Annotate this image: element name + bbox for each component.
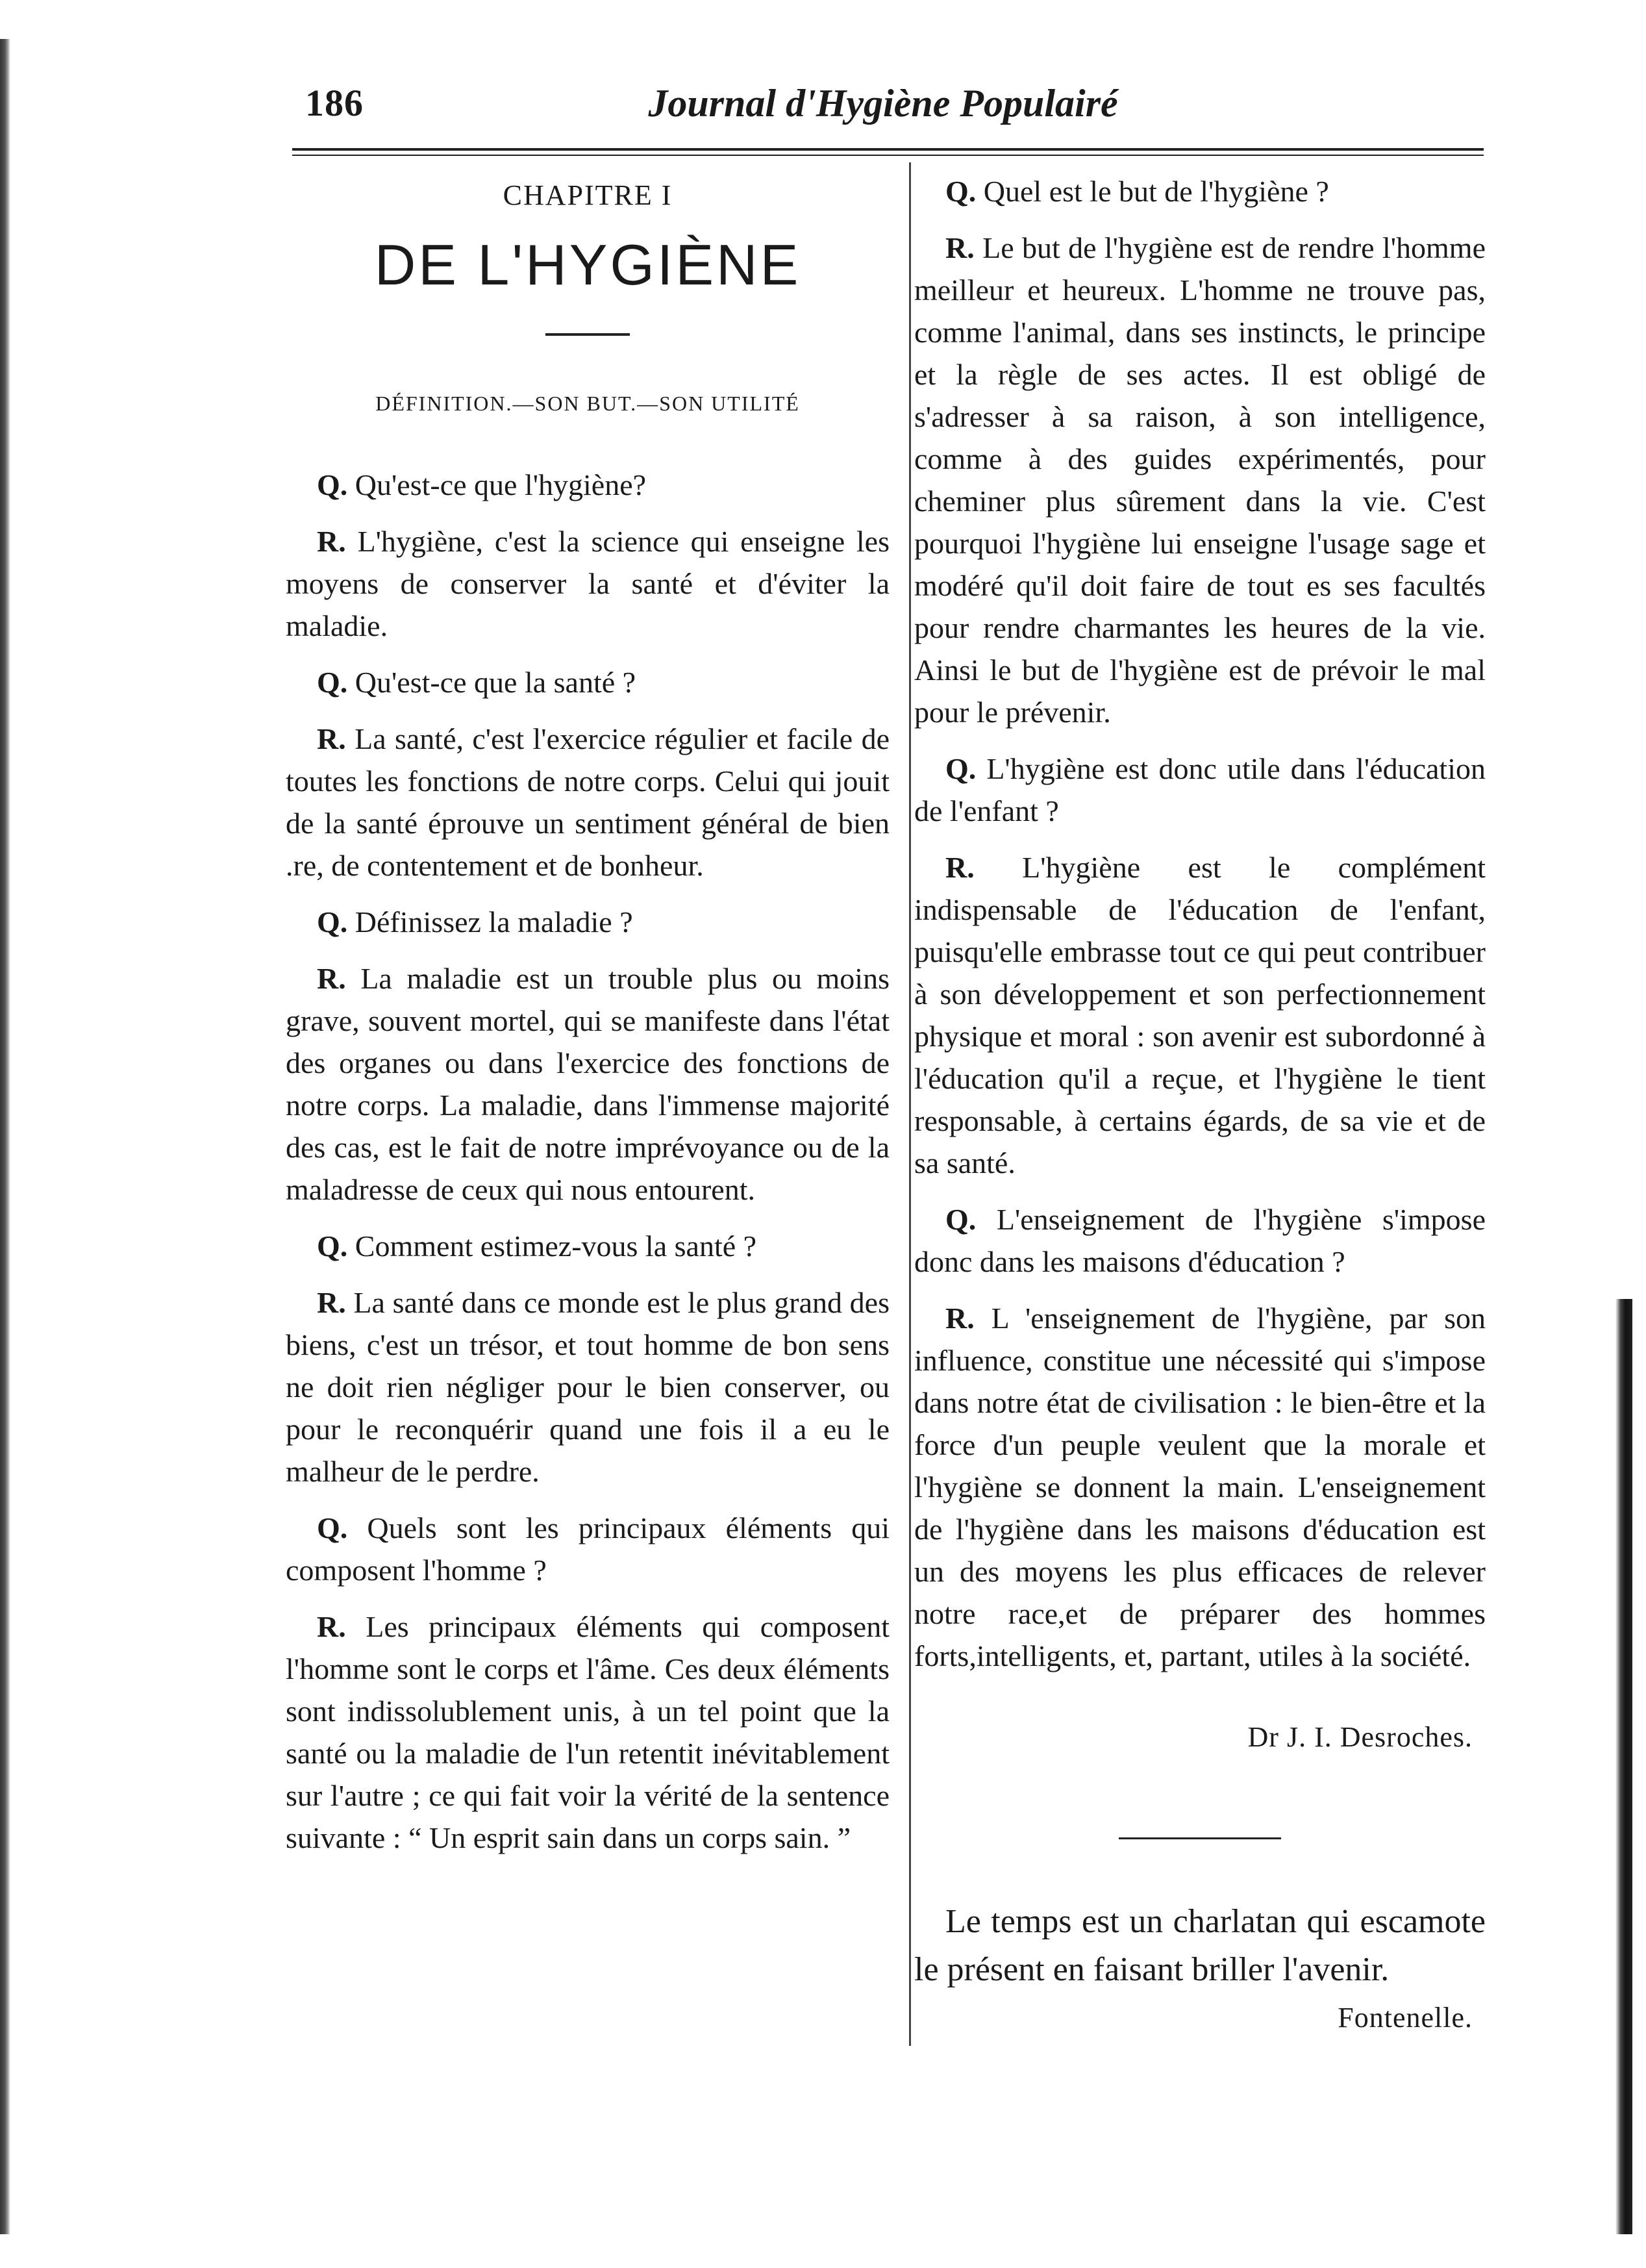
qa-paragraph: [286, 1606, 890, 1859]
header-rule: [292, 148, 1484, 156]
closing-quote: [914, 1898, 1486, 2034]
answer-marker: R.: [317, 525, 346, 558]
qa-paragraph: [286, 901, 890, 943]
paragraph-text: La santé, c'est l'exercice régulier et facile de toutes les fonctions de notre corps. Celui qui jouit de la santé éprouve un sentiment général de bien .re, de contentement et de bonheur.: [286, 722, 890, 882]
left-column: [286, 170, 890, 1873]
journal-title: Journal d'Hygiène Populairé: [648, 82, 1118, 125]
qa-paragraph: [286, 520, 890, 647]
answer-marker: R.: [317, 1286, 346, 1319]
qa-paragraph: [286, 1507, 890, 1591]
question-marker: Q.: [945, 1203, 977, 1236]
scan-edge-right: [1615, 1299, 1632, 2234]
paragraph-text: L 'enseignement de l'hygiène, par son influence, constitue une nécessité qui s'impose dans notre état de civilisation : le bien-être et la force d'un peuple veulent que la morale et l'hygiène se donnent la main. L'enseignement de l'hygiène dans les maisons d'éducation est un des moyens les plus efficaces de relever notre race,et de préparer des hommes forts,intelligents, et, partant, utiles à la société.: [914, 1302, 1486, 1672]
qa-paragraph: [914, 170, 1486, 212]
question-marker: Q.: [317, 1511, 348, 1544]
chapter-label: CHAPITRE I: [503, 179, 673, 211]
qa-paragraph: [286, 464, 890, 506]
title-rule: [545, 333, 630, 336]
answer-marker: R.: [317, 722, 346, 755]
paragraph-text: L'hygiène, c'est la science qui enseigne les moyens de conserver la santé et d'éviter la maladie.: [286, 525, 890, 642]
qa-paragraph: [286, 718, 890, 887]
paragraph-text: La santé dans ce monde est le plus grand des biens, c'est un trésor, et tout homme de bon sens ne doit rien négliger pour le bien conserver, ou pour le reconquérir quand une fois il a eu le malheur de le perdre.: [286, 1286, 890, 1488]
column-divider: [909, 162, 911, 2046]
question-marker: Q.: [317, 468, 348, 501]
paragraph-text: Qu'est-ce que l'hygiène?: [355, 468, 647, 501]
paragraph-text: Quel est le but de l'hygiène ?: [983, 175, 1329, 208]
qa-paragraph: [914, 846, 1486, 1184]
qa-paragraph: [914, 1297, 1486, 1677]
paragraph-text: Les principaux éléments qui composent l'homme sont le corps et l'âme. Ces deux éléments sont indissolublement unis, à un tel point que la santé ou la maladie de l'un retentit inévitablement sur l'autre ; ce qui fait voir la vérité de la sentence suivante : “ Un esprit sain dans un corps sain. ”: [286, 1610, 890, 1854]
right-qa-list: [914, 170, 1486, 1677]
paragraph-text: Le but de l'hygiène est de rendre l'homme meilleur et heureux. L'homme ne trouve pas, comme l'animal, dans ses instincts, le principe et la règle de ses actes. Il est obligé de s'adresser à sa raison, à son intelligence, comme à des guides expérimentés, pour cheminer plus sûrement dans la vie. C'est pourquoi l'hygiène lui enseigne l'usage sage et modéré qu'il doit faire de tout es ses facultés pour rendre charmantes les heures de la vie. Ainsi le but de l'hygiène est de prévoir le mal pour le prévenir.: [914, 231, 1486, 729]
question-marker: Q.: [317, 1229, 348, 1263]
qa-paragraph: [914, 1198, 1486, 1283]
question-marker: Q.: [317, 666, 348, 699]
paragraph-text: Définissez la maladie ?: [355, 905, 633, 939]
paragraph-text: Comment estimez-vous la santé ?: [355, 1229, 757, 1263]
paragraph-text: L'hygiène est le complément indispensable de l'éducation de l'enfant, puisqu'elle embrasse tout ce qui peut contribuer à son développement et son perfectionnement physique et moral : son avenir est subordonné à l'éducation qu'il a reçue, et l'hygiène le tient responsable, à certains égards, de sa vie et de sa santé.: [914, 851, 1486, 1179]
quote-author: Fontenelle.: [1338, 2002, 1473, 2034]
qa-paragraph: [286, 1281, 890, 1493]
paragraph-text: L'hygiène est donc utile dans l'éducation de l'enfant ?: [914, 752, 1486, 827]
answer-marker: R.: [945, 851, 975, 884]
qa-paragraph: [286, 1225, 890, 1267]
scan-edge-left: [0, 39, 10, 2234]
paragraph-text: La maladie est un trouble plus ou moins grave, souvent mortel, qui se manifeste dans l'état des organes ou dans l'exercice des fonctions de notre corps. La maladie, dans l'immense majorité des cas, est le fait de notre imprévoyance ou de la maladresse de ceux qui nous entourent.: [286, 962, 890, 1206]
qa-paragraph: [914, 227, 1486, 733]
question-marker: Q.: [317, 905, 348, 939]
qa-paragraph: [286, 957, 890, 1211]
qa-paragraph: [914, 748, 1486, 832]
paragraph-text: L'enseignement de l'hygiène s'impose donc dans les maisons d'éducation ?: [914, 1203, 1486, 1278]
qa-paragraph: [286, 661, 890, 703]
section-rule: [1119, 1837, 1281, 1839]
paragraph-text: Quels sont les principaux éléments qui composent l'homme ?: [286, 1511, 890, 1587]
chapter-title: DE L'HYGIÈNE: [374, 233, 801, 297]
quote-text: Le temps est un charlatan qui escamote le présent en faisant briller l'avenir.: [914, 1903, 1486, 1988]
author-signature: Dr J. I. Desroches.: [1247, 1721, 1473, 1753]
answer-marker: R.: [317, 962, 346, 995]
right-column: [914, 170, 1486, 2042]
paragraph-text: Qu'est-ce que la santé ?: [355, 666, 636, 699]
question-marker: Q.: [945, 752, 977, 785]
section-subheading: DÉFINITION.—SON BUT.—SON UTILITÉ: [375, 392, 800, 415]
question-marker: Q.: [945, 175, 977, 208]
answer-marker: R.: [945, 231, 975, 264]
left-qa-list: [286, 464, 890, 1859]
answer-marker: R.: [945, 1302, 975, 1335]
answer-marker: R.: [317, 1610, 346, 1643]
page-number: 186: [305, 82, 364, 124]
running-head: [286, 75, 1480, 146]
